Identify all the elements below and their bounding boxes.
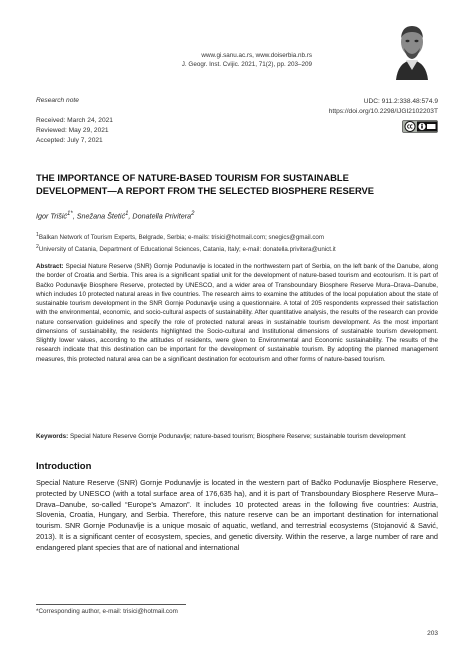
title-line-1: THE IMPORTANCE OF NATURE-BASED TOURISM FOR SUSTAINABLE <box>36 172 349 183</box>
affiliation-2: $^2$University of Catania, Department of Educational Sciences, Catania, Italy; e-mail: donatella.privitera@unict.it <box>36 243 336 253</box>
cc-by-icon <box>402 120 438 133</box>
portrait-icon <box>386 18 438 80</box>
author-2: Snežana Štetić <box>76 211 126 221</box>
author-list: Igor Trišić$^{1*}$, Snežana Štetić$^1$, Donatella Privitera$^2$ <box>36 211 195 221</box>
corresponding-mark: * <box>70 211 73 217</box>
doi-link[interactable]: https://doi.org/10.2298/IJGI2102203T <box>328 108 438 115</box>
author-2-affil: 1 <box>125 211 129 217</box>
received-date: Received: March 24, 2021 <box>36 117 113 124</box>
accepted-date: Accepted: July 7, 2021 <box>36 137 103 144</box>
author-1: Igor Trišić <box>36 211 68 221</box>
footnote: *Corresponding author, e-mail: trisici@hotmail.com <box>36 608 178 615</box>
keywords-label: Keywords: <box>36 433 69 440</box>
reviewed-date: Reviewed: May 29, 2021 <box>36 127 109 134</box>
section-heading: Introduction <box>36 461 92 472</box>
keywords-text: Special Nature Reserve Gornje Podunavlje; nature-based tourism; Biosphere Reserve; sustainable tourism development <box>69 433 406 440</box>
abstract-text: Special Nature Reserve (SNR) Gornje Podunavlje is located in the northwestern part of Serbia, on the left bank of the Danube, along the border of Croatia and Serbia. This area is a significant spatial unit for the development of nature-based tourism and ecotourism. It is part of Bačko Podunavlje Biosphere Reserve, protected by UNESCO, and a wider area of Transboundary Biosphere Reserve Mura–Drava–Danube, which includes 10 protected natural areas in five countries. The research aims to examine the attitudes of the local population about the state of sustainable tourism development in the SNR Gornje Podunavlje using a questionnaire. A total of 205 respondents expressed their satisfaction with the environmental, economic, and socio-cultural aspects of sustainability. After quantitative analysis, the results of the research can provide nature conservation guidelines and specify the role of protected natural areas in sustainable tourism development. As the most important dimensions of sustainability, the residents highlighted the Socio-cultural and Institutional dimensions of sustainable tourism development. Slightly lower values, according to the attitudes of residents, were given to Environmental and Economic sustainability. The results of the research indicate that this destination can be important for the development of sustainable tourism. By adopting the planned management measures, this protected natural area can be a significant destination for ecotourism and other forms of nature-based tourism. <box>36 263 439 363</box>
article-dates <box>36 116 113 146</box>
affiliation-1: $^1$Balkan Network of Tourism Experts, Belgrade, Serbia; e-mails: trisici@hotmail.com; snegics@gmail.com <box>36 232 325 242</box>
keywords <box>36 432 438 441</box>
journal-citation: J. Geogr. Inst. Cvijic. 2021, 71(2), pp. 203–209 <box>181 61 312 68</box>
article-type: Research note <box>36 97 79 104</box>
affiliations <box>36 231 336 254</box>
page-number: 203 <box>427 630 438 637</box>
abstract <box>36 262 438 364</box>
author-3-affil: 2 <box>191 211 195 217</box>
introduction-text: Special Nature Reserve (SNR) Gornje Podunavlje is located in the western part of Bačko Podunavlje Biosphere Reserve, protected by UNESCO (with a total surface area of 176,635 ha), and it is part of Transboundary Biosphere Reserve Mura–Drava–Danube, so-called “Europe’s Amazon”. It includes 10 protected areas in the following five countries: Austria, Slovenia, Croatia, Hungary, and Serbia. Therefore, this nature reserve can be an important destination for international tourism. SNR Gornje Podunavlje is a unique mosaic of aquatic, wetland, and terrestrial ecosystems (Stojanović & Savić, 2013). It is a significant center of ecosystem, species, and genetic diversity. Within the reserve, a large number of rare and endangered plant species that are of national and international <box>36 478 438 552</box>
journal-header <box>182 51 312 69</box>
author-1-affil: 1 <box>67 211 71 217</box>
journal-website: www.gi.sanu.ac.rs, www.doiserbia.nb.rs <box>201 52 312 59</box>
abstract-label: Abstract: <box>36 263 64 270</box>
author-3: Donatella Privitera <box>132 211 192 221</box>
footnote-divider <box>36 604 186 605</box>
title-line-2: DEVELOPMENT—A REPORT FROM THE SELECTED BIOSPHERE RESERVE <box>36 185 375 196</box>
article-title <box>36 171 438 197</box>
article-identifiers <box>329 97 438 117</box>
udc-code: UDC: 911.2:338.48:574.9 <box>363 98 438 105</box>
